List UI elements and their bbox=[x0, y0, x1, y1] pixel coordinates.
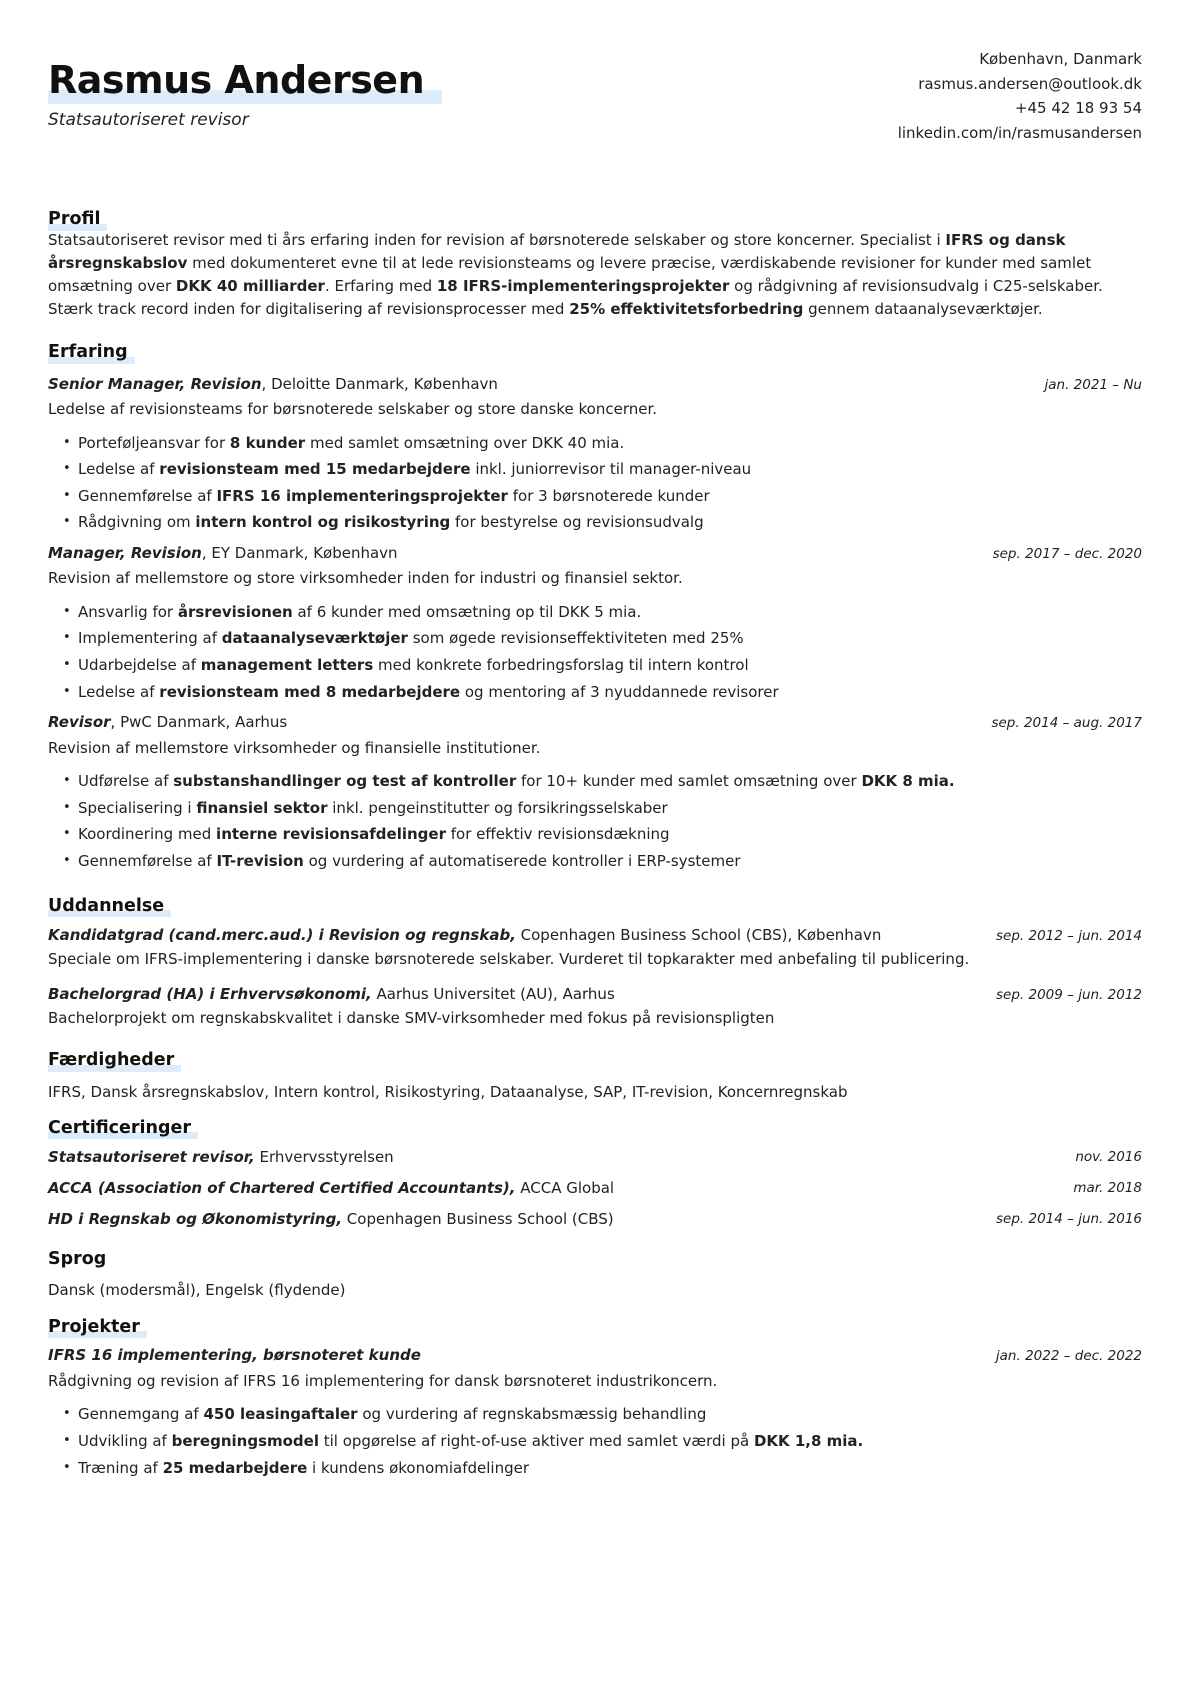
bullet-highlight: dataanalyseværktøjer bbox=[221, 629, 408, 648]
bullet-text: Specialisering i bbox=[78, 798, 197, 817]
job-role: Senior Manager, Revision bbox=[48, 374, 262, 393]
list-item bbox=[63, 795, 1142, 822]
bullet-text: med konkrete forbedringsforslag til intern kontrol bbox=[373, 656, 749, 675]
entry-header bbox=[48, 373, 1142, 396]
certification-item bbox=[48, 1142, 1142, 1173]
project-name: IFRS 16 implementering, børsnoteret kunde bbox=[48, 1346, 421, 1365]
certification-name: HD i Regnskab og Økonomistyring, bbox=[48, 1210, 343, 1229]
list-item bbox=[63, 456, 1142, 483]
degree-name: Bachelorgrad (HA) i Erhvervsøkonomi, bbox=[48, 985, 372, 1004]
bullet-text: Implementering af bbox=[78, 629, 222, 648]
job-bullets bbox=[48, 768, 1142, 874]
profile-text-part: med dokumenteret evne til at lede revisionsteams og levere præcise, værdiskabende revisioner for kunder med samlet omsætning over bbox=[48, 253, 1092, 295]
list-item bbox=[63, 679, 1142, 706]
list-item bbox=[63, 1401, 1142, 1428]
certification-item bbox=[48, 1173, 1142, 1204]
section-heading: Certificeringer bbox=[48, 1117, 198, 1140]
profile-text-part: og rådgivning af revisionsudvalg i C25-selskaber. Stærk track record inden for digitalisering af revisionsprocesser med bbox=[48, 276, 1103, 318]
languages-text: Dansk (modersmål), Engelsk (flydende) bbox=[48, 1281, 346, 1300]
bullet-text: Udvikling af bbox=[78, 1431, 172, 1450]
list-item bbox=[63, 652, 1142, 679]
contact-block bbox=[898, 47, 1142, 145]
certification-item bbox=[48, 1204, 1142, 1235]
degree-name: Kandidatgrad (cand.merc.aud.) i Revision og regnskab, bbox=[48, 926, 516, 945]
certification-issuer: ACCA Global bbox=[515, 1179, 615, 1198]
certification-name: Statsautoriseret revisor, bbox=[48, 1148, 255, 1167]
list-item bbox=[63, 821, 1142, 848]
bullet-highlight: intern kontrol og risikostyring bbox=[195, 513, 451, 532]
bullet-text: for bestyrelse og revisionsudvalg bbox=[450, 513, 704, 532]
entry-header bbox=[48, 983, 1142, 1006]
section-heading: Erfaring bbox=[48, 341, 135, 364]
job-description: Revision af mellemstore og store virksomheder inden for industri og finansiel sektor. bbox=[48, 569, 683, 588]
bullet-text: Ledelse af bbox=[78, 682, 160, 701]
certification-issuer: Copenhagen Business School (CBS) bbox=[342, 1210, 614, 1229]
bullet-text: og vurdering af regnskabsmæssig behandling bbox=[357, 1405, 707, 1424]
contact-location: København, Danmark bbox=[979, 50, 1142, 68]
certification-date: mar. 2018 bbox=[1073, 1180, 1142, 1197]
bullet-text: i kundens økonomiafdelinger bbox=[307, 1458, 530, 1477]
certification-name: ACCA (Association of Chartered Certified Accountants), bbox=[48, 1179, 516, 1198]
list-item bbox=[63, 1428, 1142, 1455]
bullet-highlight: 25 medarbejdere bbox=[162, 1458, 308, 1477]
project-description: Rådgivning og revision af IFRS 16 implementering for dansk børsnoteret industrikoncern. bbox=[48, 1371, 718, 1390]
bullet-highlight: DKK 8 mia. bbox=[861, 772, 955, 791]
education-description: Bachelorprojekt om regnskabskvalitet i danske SMV-virksomheder med fokus på revisionspligten bbox=[48, 1008, 775, 1027]
entry-header bbox=[48, 1344, 1142, 1367]
bullet-highlight: 450 leasingaftaler bbox=[203, 1405, 358, 1424]
profile-text-highlight: 25% effektivitetsforbedring bbox=[569, 299, 804, 318]
bullet-highlight: DKK 1,8 mia. bbox=[753, 1431, 864, 1450]
languages-section bbox=[48, 1248, 1142, 1301]
certification-date: sep. 2014 – jun. 2016 bbox=[996, 1211, 1142, 1228]
education-section bbox=[48, 895, 1142, 1030]
profile-text bbox=[48, 229, 1142, 321]
job-org: , EY Danmark, København bbox=[201, 543, 398, 562]
school-name: Copenhagen Business School (CBS), København bbox=[515, 926, 882, 945]
job-date: sep. 2014 – aug. 2017 bbox=[991, 715, 1142, 732]
list-item bbox=[63, 1455, 1142, 1482]
profile-text-part: . Erfaring med bbox=[324, 276, 437, 295]
profile-text-highlight: 18 IFRS-implementeringsprojekter bbox=[436, 276, 730, 295]
bullet-text: Koordinering med bbox=[78, 825, 217, 844]
projects-section bbox=[48, 1316, 1142, 1482]
list-item bbox=[63, 848, 1142, 875]
school-name: Aarhus Universitet (AU), Aarhus bbox=[371, 985, 615, 1004]
resume-header bbox=[48, 48, 1142, 148]
bullet-highlight: IT-revision bbox=[216, 852, 304, 871]
project-entry bbox=[48, 1344, 1142, 1481]
job-bullets bbox=[48, 599, 1142, 705]
certification-issuer: Erhvervsstyrelsen bbox=[254, 1148, 394, 1167]
bullet-highlight: IFRS 16 implementeringsprojekter bbox=[216, 486, 508, 505]
list-item bbox=[63, 599, 1142, 626]
bullet-text: som øgede revisionseffektiviteten med 25% bbox=[407, 629, 744, 648]
job-date: jan. 2021 – Nu bbox=[1044, 376, 1142, 393]
section-heading: Projekter bbox=[48, 1316, 147, 1339]
bullet-text: Udførelse af bbox=[78, 772, 174, 791]
bullet-highlight: beregningsmodel bbox=[171, 1431, 319, 1450]
bullet-text: Porteføljeansvar for bbox=[78, 433, 230, 452]
section-heading: Uddannelse bbox=[48, 895, 171, 918]
bullet-highlight: årsrevisionen bbox=[177, 602, 293, 621]
certifications-list bbox=[48, 1142, 1142, 1235]
bullet-highlight: substanshandlinger og test af kontroller bbox=[173, 772, 517, 791]
profile-text-highlight: DKK 40 milliarder bbox=[175, 276, 325, 295]
certifications-section bbox=[48, 1117, 1142, 1236]
bullet-text: Rådgivning om bbox=[78, 513, 196, 532]
job-bullets bbox=[48, 430, 1142, 536]
experience-entry bbox=[48, 373, 1142, 536]
bullet-text: for effektiv revisionsdækning bbox=[445, 825, 670, 844]
section-heading: Sprog bbox=[48, 1249, 107, 1270]
job-role: Manager, Revision bbox=[48, 543, 202, 562]
project-date: jan. 2022 – dec. 2022 bbox=[995, 1348, 1142, 1365]
bullet-highlight: finansiel sektor bbox=[196, 798, 328, 817]
list-item bbox=[63, 430, 1142, 457]
candidate-name: Rasmus Andersen bbox=[48, 58, 442, 104]
bullet-text: Gennemførelse af bbox=[78, 852, 217, 871]
bullet-text: af 6 kunder med omsætning op til DKK 5 mia. bbox=[292, 602, 642, 621]
experience-entry bbox=[48, 711, 1142, 874]
job-description: Revision af mellemstore virksomheder og finansielle institutioner. bbox=[48, 738, 541, 757]
bullet-text: Ansvarlig for bbox=[78, 602, 178, 621]
bullet-text: til opgørelse af right-of-use aktiver med samlet værdi på bbox=[318, 1431, 754, 1450]
profile-text-part: Statsautoriseret revisor med ti års erfaring inden for revision af børsnoterede selskaber og store koncerner. Specialist i bbox=[48, 230, 946, 249]
bullet-text: Gennemførelse af bbox=[78, 486, 217, 505]
job-org: , PwC Danmark, Aarhus bbox=[110, 713, 288, 732]
contact-linkedin[interactable]: linkedin.com/in/rasmusandersen bbox=[897, 123, 1142, 142]
bullet-highlight: revisionsteam med 8 medarbejdere bbox=[159, 682, 461, 701]
education-entry bbox=[48, 983, 1142, 1029]
profile-text-highlight: IFRS og dansk årsregnskabslov bbox=[48, 230, 1066, 272]
education-entry bbox=[48, 924, 1142, 970]
entry-header bbox=[48, 924, 1142, 947]
bullet-text: med samlet omsætning over DKK 40 mia. bbox=[305, 433, 625, 452]
bullet-text: Træning af bbox=[78, 1458, 163, 1477]
contact-phone[interactable]: +45 42 18 93 54 bbox=[1014, 99, 1142, 117]
bullet-highlight: revisionsteam med 15 medarbejdere bbox=[159, 460, 471, 479]
list-item bbox=[63, 625, 1142, 652]
profile-text-part: gennem dataanalyseværktøjer. bbox=[803, 299, 1043, 318]
profile-section bbox=[48, 208, 1142, 321]
list-item bbox=[63, 768, 1142, 795]
bullet-highlight: 8 kunder bbox=[229, 433, 306, 452]
contact-email[interactable]: rasmus.andersen@outlook.dk bbox=[918, 74, 1142, 93]
job-date: sep. 2017 – dec. 2020 bbox=[992, 545, 1142, 562]
bullet-text: Ledelse af bbox=[78, 460, 160, 479]
experience-entry bbox=[48, 542, 1142, 705]
experience-section bbox=[48, 341, 1142, 875]
bullet-text: og vurdering af automatiserede kontroller i ERP-systemer bbox=[303, 852, 741, 871]
job-role: Revisor bbox=[48, 713, 111, 732]
bullet-text: inkl. pengeinstitutter og forsikringsselskaber bbox=[327, 798, 668, 817]
project-bullets bbox=[48, 1401, 1142, 1481]
bullet-text: Gennemgang af bbox=[78, 1405, 204, 1424]
bullet-text: for 10+ kunder med samlet omsætning over bbox=[516, 772, 862, 791]
bullet-highlight: management letters bbox=[200, 656, 374, 675]
section-heading: Færdigheder bbox=[48, 1049, 181, 1072]
entry-header bbox=[48, 711, 1142, 734]
job-description: Ledelse af revisionsteams for børsnoterede selskaber og store danske koncerner. bbox=[48, 400, 658, 418]
list-item bbox=[63, 483, 1142, 510]
bullet-text: for 3 børsnoterede kunder bbox=[507, 486, 710, 505]
education-date: sep. 2009 – jun. 2012 bbox=[996, 987, 1142, 1004]
skills-section bbox=[48, 1049, 1142, 1103]
entry-header bbox=[48, 542, 1142, 565]
job-org: , Deloitte Danmark, København bbox=[261, 374, 498, 393]
bullet-highlight: interne revisionsafdelinger bbox=[216, 825, 446, 844]
list-item bbox=[63, 509, 1142, 536]
certification-date: nov. 2016 bbox=[1075, 1149, 1142, 1166]
section-heading: Profil bbox=[48, 208, 107, 231]
education-description: Speciale om IFRS-implementering i danske børsnoterede selskaber. Vurderet til topkarakter med anbefaling til publicering. bbox=[48, 949, 970, 968]
bullet-text: Udarbejdelse af bbox=[78, 656, 201, 675]
candidate-title: Statsautoriseret revisor bbox=[48, 110, 249, 130]
bullet-text: og mentoring af 3 nyuddannede revisorer bbox=[460, 682, 779, 701]
education-date: sep. 2012 – jun. 2014 bbox=[996, 928, 1142, 945]
skills-text: IFRS, Dansk årsregnskabslov, Intern kontrol, Risikostyring, Dataanalyse, SAP, IT-revision, Koncernregnskab bbox=[48, 1083, 848, 1102]
bullet-text: inkl. juniorrevisor til manager-niveau bbox=[470, 460, 752, 479]
